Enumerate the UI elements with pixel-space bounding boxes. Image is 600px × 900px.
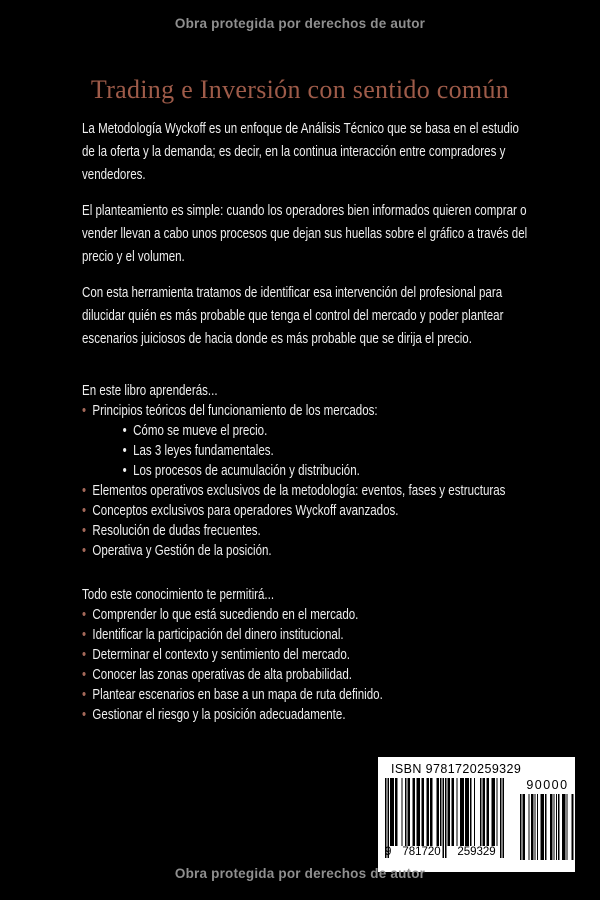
page-title: Trading e Inversión con sentido común: [90, 75, 510, 105]
list-item-label: Principios teóricos del funcionamiento de los mercados:: [92, 403, 378, 419]
bullet-icon: •: [122, 463, 127, 479]
list-item: [123, 421, 529, 441]
bullet-icon: •: [122, 443, 127, 459]
bullet-icon: •: [82, 483, 87, 499]
ean13-digits-right: 259329: [457, 846, 496, 858]
list-item-label: Las 3 leyes fundamentales.: [133, 443, 274, 459]
list-item: [82, 401, 528, 421]
learn-section: [82, 381, 528, 561]
paragraph-tool: Con esta herramienta tratamos de identificar esa intervención del profesional para dilucidar quién es más probable que tenga el control del mercado y poder plantear escenarios juiciosos de hacia donde es más probable que se dirija el precio.: [82, 285, 504, 347]
bullet-icon: •: [82, 667, 87, 683]
list-item-label: Cómo se mueve el precio.: [133, 423, 268, 439]
bullet-icon: •: [82, 607, 87, 623]
bullet-icon: •: [82, 403, 87, 419]
bullet-icon: •: [82, 707, 87, 723]
list-item-label: Determinar el contexto y sentimiento del mercado.: [92, 647, 351, 663]
back-cover-text: [82, 118, 528, 725]
bullet-icon: •: [82, 523, 87, 539]
bullet-icon: •: [82, 543, 87, 559]
barcode-row: [385, 778, 577, 864]
list-item: [82, 521, 528, 541]
list-item: [82, 481, 528, 501]
list-item-label: Resolución de dudas frecuentes.: [92, 523, 261, 539]
barcode-panel: [378, 757, 575, 872]
isbn-text: ISBN 9781720259329: [391, 762, 522, 776]
ean13-digits: [385, 846, 504, 859]
bullet-icon: •: [82, 503, 87, 519]
list-item-label: Plantear escenarios en base a un mapa de ruta definido.: [92, 687, 383, 703]
paragraph-approach: El planteamiento es simple: cuando los operadores bien informados quieren comprar o vender llevan a cabo unos procesos que dejan sus huellas sobre el gráfico a través del precio y el volumen.: [82, 203, 528, 265]
list-item-label: Conocer las zonas operativas de alta probabilidad.: [92, 667, 352, 683]
benefits-section: [82, 585, 528, 725]
list-item: [82, 501, 528, 521]
list-item-label: Elementos operativos exclusivos de la metodología: eventos, fases y estructuras: [92, 483, 506, 499]
list-item: [82, 625, 528, 645]
price-supplement-barcode: [517, 778, 577, 860]
list-item-label: Operativa y Gestión de la posición.: [92, 543, 272, 559]
list-item: [82, 605, 528, 625]
list-item-label: Comprender lo que está sucediendo en el mercado.: [92, 607, 359, 623]
list-item-label: Los procesos de acumulación y distribución.: [133, 463, 360, 479]
list-item: [82, 541, 528, 561]
list-item: [82, 685, 528, 705]
list-item-label: Identificar la participación del dinero institucional.: [92, 627, 344, 643]
list-item: [82, 665, 528, 685]
copyright-watermark-bottom: Obra protegida por derechos de autor: [174, 866, 426, 881]
learn-section-heading: En este libro aprenderás...: [82, 383, 218, 399]
list-item-label: Gestionar el riesgo y la posición adecuadamente.: [92, 707, 346, 723]
list-item: [82, 645, 528, 665]
price-supplement-code: 90000: [526, 778, 569, 792]
bullet-icon: •: [82, 687, 87, 703]
benefits-list: [82, 605, 528, 725]
list-item: [123, 461, 529, 481]
bullet-icon: •: [82, 627, 87, 643]
paragraph-methodology: La Metodología Wyckoff es un enfoque de Análisis Técnico que se basa en el estudio de la oferta y la demanda; es decir, en la continua interacción entre compradores y vendedores.: [82, 121, 519, 183]
copyright-watermark-top: Obra protegida por derechos de autor: [174, 16, 426, 31]
benefits-section-heading: Todo este conocimiento te permitirá...: [82, 587, 275, 603]
ean5-bars-icon: [519, 794, 576, 860]
learn-list: [82, 401, 528, 561]
bullet-icon: •: [122, 423, 127, 439]
list-item: [82, 705, 528, 725]
ean13-digit-first: 9: [385, 846, 392, 858]
list-item: [123, 441, 529, 461]
list-item-label: Conceptos exclusivos para operadores Wyckoff avanzados.: [92, 503, 399, 519]
ean13-barcode: [385, 778, 504, 864]
ean13-digits-left: 781720: [402, 846, 441, 858]
bullet-icon: •: [82, 647, 87, 663]
